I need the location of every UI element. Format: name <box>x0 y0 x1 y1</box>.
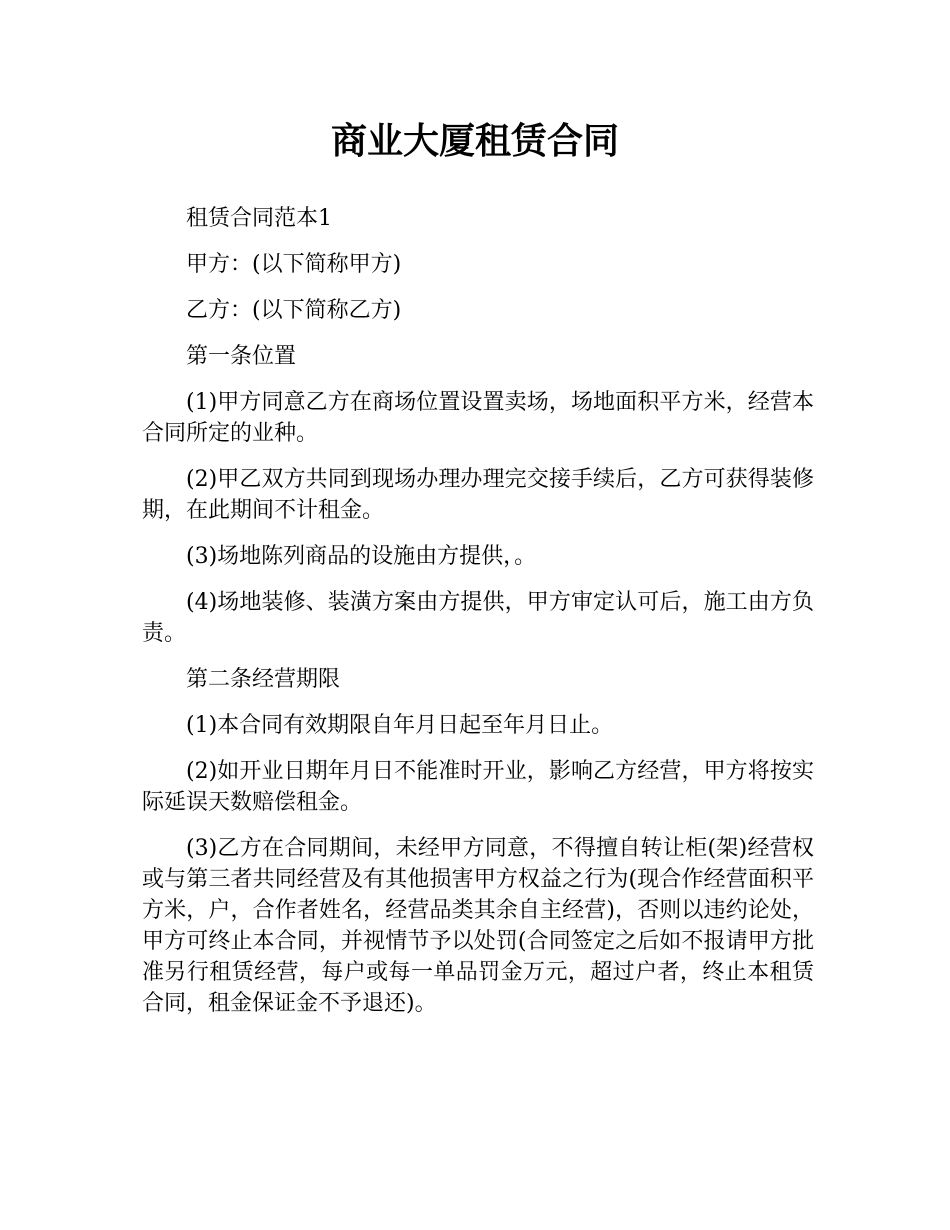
paragraph-party-b: 乙方：(以下简称乙方) <box>186 298 402 323</box>
section-heading-location: 第一条位置 <box>186 344 297 369</box>
document-title: 商业大厦租赁合同 <box>330 121 619 162</box>
paragraph-clause: (1)本合同有效期限自年月日起至年月日止。 <box>186 713 614 738</box>
paragraph-clause: (2)如开业日期年月日不能准时开业，影响乙方经营，甲方将按实际延误天数赔偿租金。 <box>142 759 814 815</box>
paragraph-contract-template: 租赁合同范本1 <box>186 206 332 231</box>
paragraph-party-a: 甲方：(以下简称甲方) <box>186 252 402 277</box>
section-heading-term: 第二条经营期限 <box>186 667 341 692</box>
paragraph-clause: (3)场地陈列商品的设施由方提供，。 <box>186 544 537 569</box>
paragraph-clause: (1)甲方同意乙方在商场位置设置卖场，场地面积平方米，经营本合同所定的业种。 <box>142 390 814 446</box>
paragraph-clause: (2)甲乙双方共同到现场办理办理完交接手续后，乙方可获得装修期，在此期间不计租金。 <box>142 467 814 523</box>
document-body <box>142 203 814 1034</box>
paragraph-clause: (3)乙方在合同期间，未经甲方同意，不得擅自转让柜(架)经营权或与第三者共同经营及有其他损害甲方权益之行为(现合作经营面积平方米，户，合作者姓名，经营品类其余自主经营)，否则以违约论处，甲方可终止本合同，并视情节予以处罚(合同签定之后如不报请甲方批准另行租赁经营，每户或每一单品罚金万元，超过户者，终止本租赁合同，租金保证金不予退还)。 <box>142 836 814 1016</box>
paragraph-clause: (4)场地装修、装潢方案由方提供，甲方审定认可后，施工由方负责。 <box>142 590 814 646</box>
